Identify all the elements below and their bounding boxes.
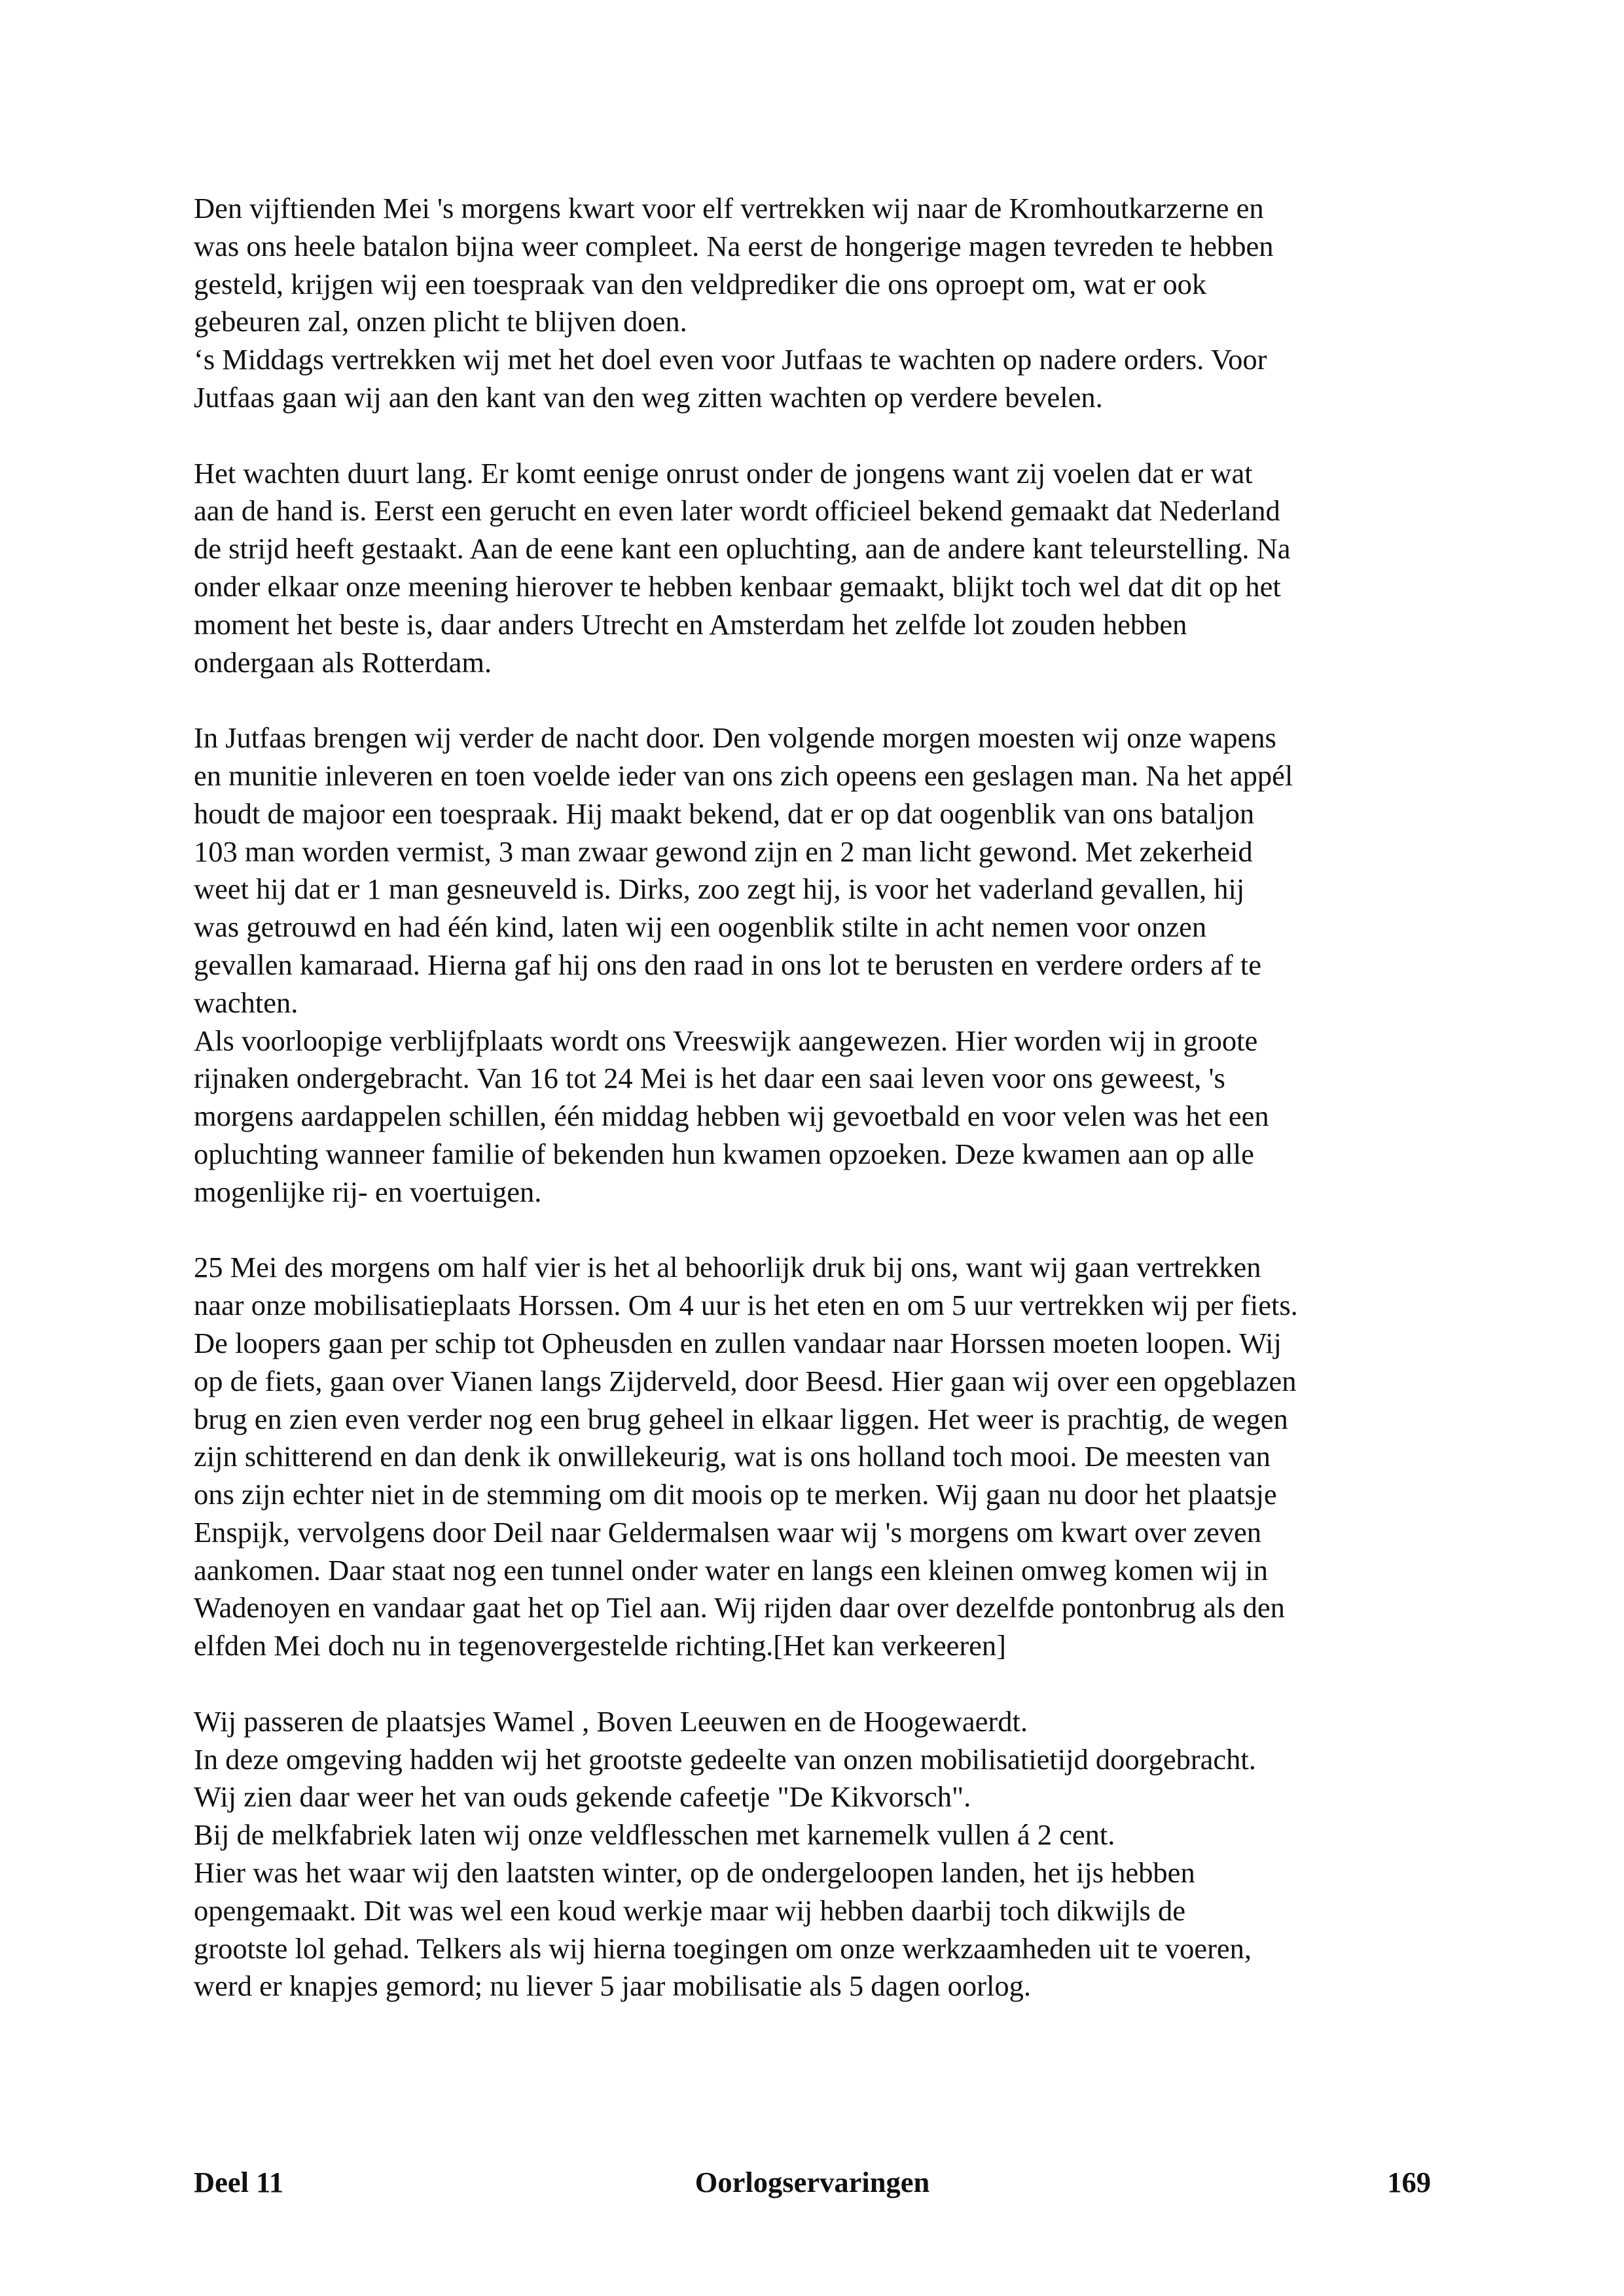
text-line: weet hij dat er 1 man gesneuveld is. Dirks, zoo zegt hij, is voor het vaderland gevallen, hij: [194, 872, 1245, 906]
text-line: en munitie inleveren en toen voelde ieder van ons zich opeens een geslagen man. Na het appél: [194, 759, 1293, 792]
text-line: moment het beste is, daar anders Utrecht en Amsterdam het zelfde lot zouden hebben: [194, 607, 1187, 641]
text-line: 25 Mei des morgens om half vier is het al behoorlijk druk bij ons, want wij gaan vertrekken: [194, 1251, 1261, 1284]
text-line: gesteld, krijgen wij een toespraak van den veldprediker die ons oproept om, wat er ook: [194, 267, 1207, 300]
paragraph-5: [194, 1703, 1437, 2005]
text-line: de strijd heeft gestaakt. Aan de eene kant een opluchting, aan de andere kant teleurstelling. Na: [194, 532, 1291, 565]
text-line: ondergaan als Rotterdam.: [194, 645, 492, 679]
text-line: Enspijk, vervolgens door Deil naar Geldermalsen waar wij 's morgens om kwart over zeven: [194, 1515, 1261, 1549]
paragraph-spacer: [194, 681, 1437, 719]
paragraph-3: [194, 719, 1437, 1211]
paragraph-spacer: [194, 1665, 1437, 1703]
text-line: onder elkaar onze meening hierover te hebben kenbaar gemaakt, blijkt toch wel dat dit op het: [194, 569, 1281, 603]
text-line: naar onze mobilisatieplaats Horssen. Om 4 uur is het eten en om 5 uur vertrekken wij per fiets.: [194, 1289, 1298, 1322]
text-line: Wij zien daar weer het van ouds gekende cafeetje "De Kikvorsch".: [194, 1780, 971, 1814]
text-line: ‘s Middags vertrekken wij met het doel even voor Jutfaas te wachten op nadere orders. Voor: [194, 343, 1267, 376]
text-line: aankomen. Daar staat nog een tunnel onder water en langs een kleinen omweg komen wij in: [194, 1553, 1269, 1587]
text-line: Den vijftienden Mei 's morgens kwart voor elf vertrekken wij naar de Kromhoutkarzerne en: [194, 192, 1264, 224]
text-line: aan de hand is. Eerst een gerucht en even later wordt officieel bekend gemaakt dat Nederland: [194, 494, 1280, 528]
text-line: gebeuren zal, onzen plicht te blijven doen.: [194, 305, 687, 338]
text-line: De loopers gaan per schip tot Opheusden en zullen vandaar naar Horssen moeten loopen. Wij: [194, 1326, 1282, 1359]
paragraph-2: [194, 455, 1437, 682]
text-line: op de fiets, gaan over Vianen langs Zijderveld, door Beesd. Hier gaan wij over een opgeblazen: [194, 1364, 1297, 1397]
text-line: In Jutfaas brengen wij verder de nacht door. Den volgende morgen moesten wij onze wapens: [194, 721, 1276, 755]
page-body: [194, 190, 1437, 2005]
paragraph-4: [194, 1249, 1437, 1665]
text-line: Wij passeren de plaatsjes Wamel , Boven Leeuwen en de Hoogewaerdt.: [194, 1704, 1028, 1738]
text-line: In deze omgeving hadden wij het grootste gedeelte van onzen mobilisatietijd doorgebracht.: [194, 1742, 1256, 1776]
text-line: wachten.: [194, 986, 298, 1019]
paragraph-spacer: [194, 417, 1437, 455]
text-line: was getrouwd en had één kind, laten wij een oogenblik stilte in acht nemen voor onzen: [194, 910, 1207, 944]
text-line: mogenlijke rij- en voertuigen.: [194, 1175, 542, 1208]
text-line: opluchting wanneer familie of bekenden hun kwamen opzoeken. Deze kwamen aan op alle: [194, 1137, 1254, 1170]
text-line: ons zijn echter niet in de stemming om dit moois op te merken. Wij gaan nu door het plaatsje: [194, 1478, 1277, 1511]
text-line: Hier was het waar wij den laatsten winter, op de ondergeloopen landen, het ijs hebben: [194, 1856, 1195, 1890]
text-line: Bij de melkfabriek laten wij onze veldflesschen met karnemelk vullen á 2 cent.: [194, 1818, 1115, 1852]
text-line: morgens aardappelen schillen, één middag hebben wij gevoetbald en voor velen was het een: [194, 1100, 1269, 1133]
text-line: opengemaakt. Dit was wel een koud werkje maar wij hebben daarbij toch dikwijls de: [194, 1893, 1185, 1927]
text-line: gevallen kamaraad. Hierna gaf hij ons den raad in ons lot te berusten en verdere orders af te: [194, 948, 1261, 981]
text-line: werd er knapjes gemord; nu liever 5 jaar mobilisatie als 5 dagen oorlog.: [194, 1969, 1031, 2003]
text-line: Jutfaas gaan wij aan den kant van den weg zitten wachten op verdere bevelen.: [194, 380, 1103, 414]
page-number: 169: [1387, 2166, 1431, 2198]
page-footer: [194, 2165, 1431, 2204]
footer-part-label: Deel 11: [194, 2166, 284, 2198]
text-line: grootste lol gehad. Telkers als wij hierna toegingen om onze werkzaamheden uit te voeren,: [194, 1931, 1252, 1965]
text-line: houdt de majoor een toespraak. Hij maakt bekend, dat er op dat oogenblik van ons bataljon: [194, 797, 1255, 830]
text-line: zijn schitterend en dan denk ik onwillekeurig, wat is ons holland toch mooi. De meesten van: [194, 1440, 1271, 1473]
paragraph-1: [194, 190, 1437, 417]
text-line: brug en zien even verder nog een brug geheel in elkaar liggen. Het weer is prachtig, de wegen: [194, 1402, 1288, 1435]
text-line: elfden Mei doch nu in tegenovergestelde richting.[Het kan verkeeren]: [194, 1629, 1006, 1662]
text-line: Het wachten duurt lang. Er komt eenige onrust onder de jongens want zij voelen dat er wat: [194, 456, 1253, 490]
text-line: rijnaken ondergebracht. Van 16 tot 24 Mei is het daar een saai leven voor ons geweest, 's: [194, 1062, 1225, 1095]
text-line: Als voorloopige verblijfplaats wordt ons Vreeswijk aangewezen. Hier worden wij in groote: [194, 1024, 1258, 1057]
paragraph-spacer: [194, 1211, 1437, 1249]
footer-title: Oorlogservaringen: [695, 2166, 930, 2198]
text-line: Wadenoyen en vandaar gaat het op Tiel aan. Wij rijden daar over dezelfde pontonbrug als den: [194, 1591, 1285, 1624]
text-line: was ons heele batalon bijna weer compleet. Na eerst de hongerige magen tevreden te hebben: [194, 229, 1274, 262]
text-line: 103 man worden vermist, 3 man zwaar gewond zijn en 2 man licht gewond. Met zekerheid: [194, 834, 1253, 868]
